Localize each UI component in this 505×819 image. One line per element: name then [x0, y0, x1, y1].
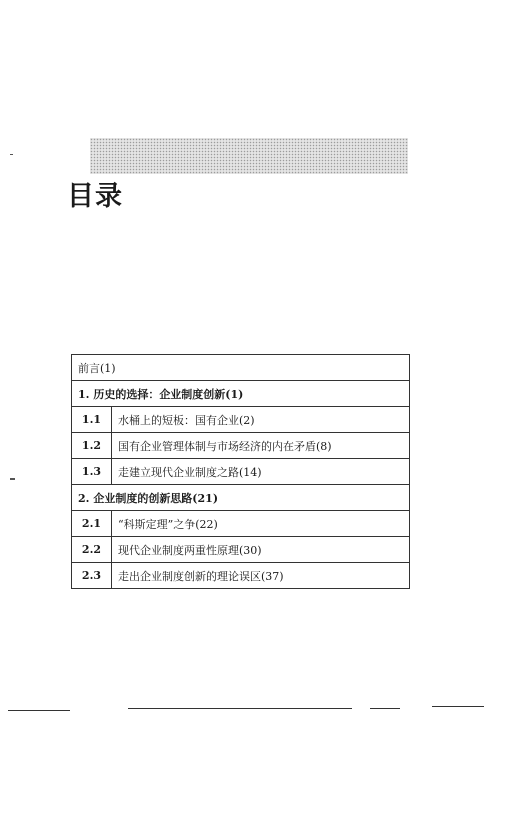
toc-section-number: 2.3	[72, 563, 112, 589]
toc-entry-text: 水桶上的短板：国有企业(2)	[112, 407, 410, 433]
toc-row-preface[interactable]	[72, 355, 410, 381]
toc-entry-text: 走建立现代企业制度之路(14)	[112, 459, 410, 485]
toc-entry-text: 国有企业管理体制与市场经济的内在矛盾(8)	[112, 433, 410, 459]
toc-row-section[interactable]	[72, 511, 410, 537]
toc-entry-text: 前言(1)	[72, 355, 410, 381]
toc-section-number: 1.1	[72, 407, 112, 433]
scan-speck	[10, 478, 15, 480]
toc-row-section[interactable]	[72, 537, 410, 563]
toc-entry-text: 2. 企业制度的创新思路(21)	[72, 485, 410, 511]
toc-entry-text: 走出企业制度创新的理论误区(37)	[112, 563, 410, 589]
scan-dash-line	[432, 706, 484, 707]
scan-speck	[10, 154, 13, 155]
toc-entry-text: 现代企业制度两重性原理(30)	[112, 537, 410, 563]
toc-entry-text: 1. 历史的选择：企业制度创新(1)	[72, 381, 410, 407]
toc-row-section[interactable]	[72, 459, 410, 485]
toc-section-number: 2.2	[72, 537, 112, 563]
page-title: 目录	[67, 181, 123, 212]
toc-section-number: 1.2	[72, 433, 112, 459]
scan-dash-line	[128, 708, 352, 709]
toc-entry-text: “科斯定理”之争(22)	[112, 511, 410, 537]
toc-row-chapter[interactable]	[72, 485, 410, 511]
toc-section-number: 1.3	[72, 459, 112, 485]
toc-table	[71, 354, 410, 589]
scan-dash-line	[370, 708, 400, 709]
toc-row-section[interactable]	[72, 433, 410, 459]
scan-dash-line	[8, 710, 70, 711]
toc-row-section[interactable]	[72, 407, 410, 433]
toc-row-chapter[interactable]	[72, 381, 410, 407]
toc-section-number: 2.1	[72, 511, 112, 537]
toc-row-section[interactable]	[72, 563, 410, 589]
decorative-halftone-band	[90, 138, 408, 174]
